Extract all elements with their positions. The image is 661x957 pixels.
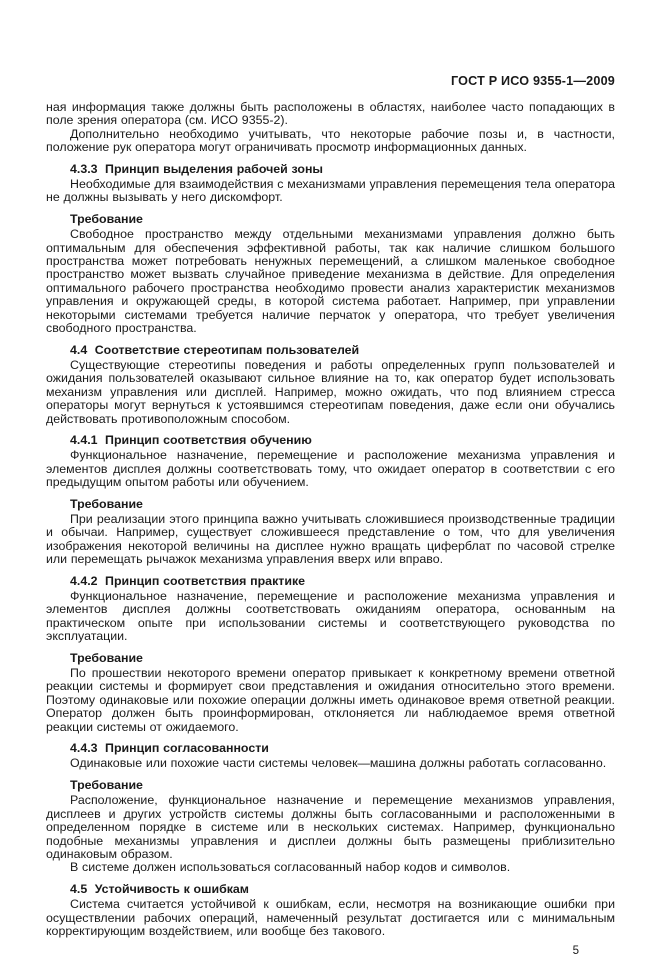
page-number: 5	[572, 945, 579, 957]
body-paragraph: Система считается устойчивой к ошибкам, если, несмотря на возникающие ошибки при осуществлении рабочих операций, намеченный результат достигается или с минимальным корректирующим воздействием, или вообще без такового.	[46, 897, 615, 938]
body-paragraph: Расположение, функциональное назначение и перемещение механизмов управления, дисплеев и других устройств системы должны быть согласованными и расположенными в определенном порядке в системе или в нескольких системах. Например, функционально подобные механизмы управления и дисплеи должны быть размещены приблизительно одинаковым образом.	[46, 793, 615, 861]
body-paragraph: Функциональное назначение, перемещение и расположение механизма управления и элементов дисплея должны соответствовать ожиданиям оператора, основанным на практическом опыте при использовании системы и соответствующего руководства по эксплуатации.	[46, 589, 615, 644]
body-paragraph: По прошествии некоторого времени оператор привыкает к конкретному времени ответной реакции системы и формирует свои представления и ожидания относительно этого времени. Поэтому одинаковые или похожие операции должны иметь одинаковое время ответной реакции. Оператор должен быть проинформирован, отклоняется ли наблюдаемое время ответной реакции системы от ожидаемого.	[46, 666, 615, 734]
document-body	[46, 101, 615, 938]
body-paragraph: Необходимые для взаимодействия с механизмами управления перемещения тела оператора не должны вызывать у него дискомфорт.	[46, 177, 615, 205]
body-paragraph: При реализации этого принципа важно учитывать сложившиеся производственные традиции и обычаи. Например, существует сложившееся представление о том, что для увеличения изображения некоторой величины на дисплее нужно вращать циферблат по часовой стрелке или перемещать рычажок механизма управления вверх или вправо.	[46, 511, 615, 567]
document-code-header: ГОСТ Р ИСО 9355-1—2009	[451, 74, 615, 88]
section-heading: 4.5 Устойчивость к ошибкам	[70, 881, 249, 896]
section-heading: 4.4.2 Принцип соответствия практике	[70, 573, 306, 588]
requirement-label: Требование	[70, 211, 143, 226]
body-paragraph: Свободное пространство между отдельными механизмами управления должно быть оптимальным для обеспечения эффективной работы, так как наличие слишком большого пространства может потребовать ненужных перемещений, а слишком маленькое свободное пространство может вызвать случайное приведение механизма в действие. Для определения оптимального рабочего пространства необходимо провести анализ характеристик механизмов управления и окружающей среды, в которой система работает. Например, при управлении некоторыми системами требуется наличие перчаток у оператора, что требует увеличения свободного пространства.	[46, 227, 615, 336]
body-paragraph: Одинаковые или похожие части системы человек—машина должны работать согласованно.	[70, 756, 607, 771]
requirement-label: Требование	[70, 777, 143, 792]
body-paragraph: В системе должен использоваться согласованный набор кодов и символов.	[70, 860, 511, 875]
section-heading: 4.3.3 Принцип выделения рабочей зоны	[70, 161, 324, 176]
requirement-label: Требование	[70, 496, 143, 511]
requirement-label: Требование	[70, 650, 143, 665]
body-paragraph: Дополнительно необходимо учитывать, что некоторые рабочие позы и, в частности, положение рук оператора могут ограничивать просмотр информационных данных.	[46, 126, 615, 155]
section-heading: 4.4 Соответствие стереотипам пользователей	[70, 342, 360, 357]
body-paragraph: Существующие стереотипы поведения и работы определенных групп пользователей и ожидания пользователей оказывают сильное влияние на то, как оператор будет использовать механизм управления или дисплей. Например, можно ожидать, что под влиянием стресса операторы могут вернуться к устоявшимся стереотипам поведения, даже если они обучались действовать противоположным способом.	[46, 357, 615, 426]
section-heading: 4.4.3 Принцип согласованности	[70, 741, 269, 756]
body-paragraph: Функциональное назначение, перемещение и расположение механизма управления и элементов дисплея должны соответствовать тому, что ожидает оператор в соответствии с его предыдущим опытом работы или обучением.	[46, 448, 615, 490]
body-paragraph-continuation: ная информация также должны быть расположены в областях, наиболее часто попадающих в поле зрения оператора (см. ИСО 9355-2).	[46, 100, 615, 128]
section-heading: 4.4.1 Принцип соответствия обучению	[70, 432, 312, 447]
